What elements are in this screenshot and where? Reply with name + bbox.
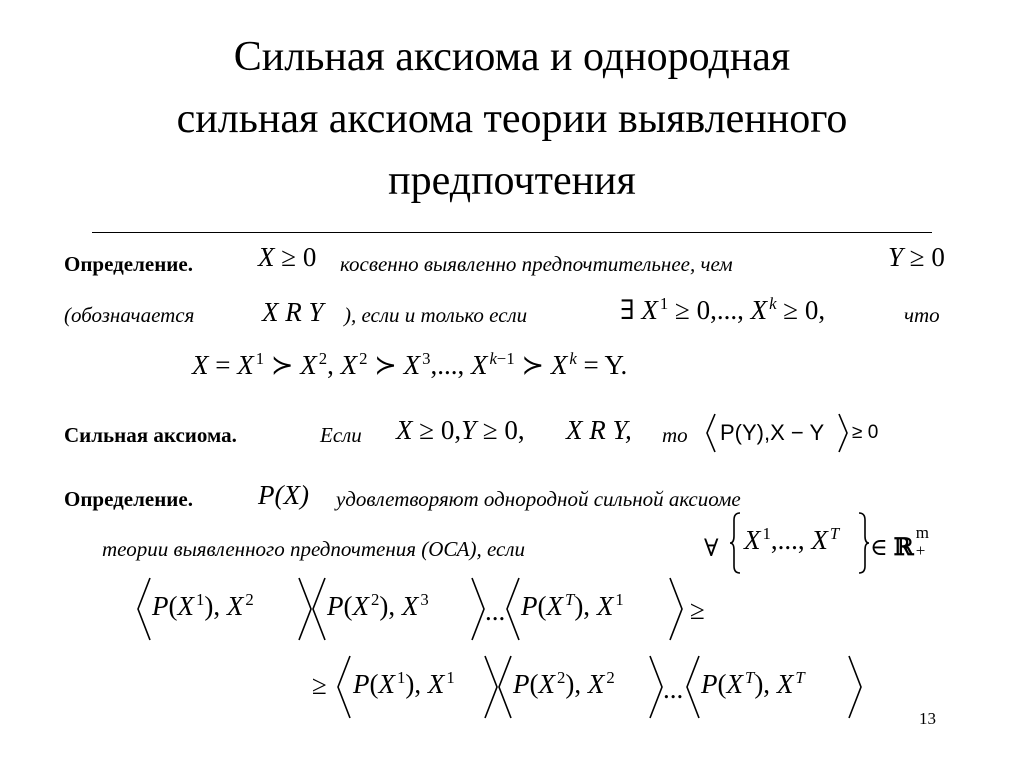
f1-angle-2-right: [471, 578, 485, 640]
f1-angle-1-right: [298, 578, 312, 640]
def1-text4: что: [904, 303, 940, 327]
f1-angle-3-right: [669, 578, 683, 640]
f1-ellipsis: ...: [485, 596, 506, 626]
def1-chain: ∃ X $^1$ ≥ 0,..., X $^k$ ≥ 0,: [620, 293, 826, 325]
def1-label: Определение.: [64, 252, 193, 276]
title-line-1: Сильная аксиома и однородная: [233, 34, 791, 80]
axiom-inner: P(Y),X − Y: [720, 420, 825, 445]
f2-term-2: P(X $^2$), X $^2$: [513, 667, 615, 699]
set-right-brace: [858, 512, 870, 574]
f1-term-1: P(X $^1$), X $^2$: [152, 589, 254, 621]
def2-text2: теории выявленного предпочтения (ОСА), если: [102, 537, 525, 561]
def2-text1: удовлетворяют однородной сильной аксиоме: [336, 487, 741, 511]
f2-term-1: P(X $^1$), X $^1$: [353, 667, 455, 699]
f2-angle-2-right: [649, 656, 663, 718]
f1-term-3: P(X $^T$), X $^1$: [521, 589, 624, 621]
def2-in-space: ∈ ℝ m +: [870, 523, 929, 561]
axiom-relation: X R Y,: [566, 415, 632, 445]
f2-angle-2-left: [498, 656, 512, 718]
axiom-left-angle: [706, 414, 716, 452]
def1-formula: X = X $^1$ ≻ X $^2$, X $^2$ ≻ X $^3$,..., X $^{k-1}$ ≻ X $^k$ = Y.: [192, 348, 628, 380]
f2-angle-3-left: [686, 656, 700, 718]
def2-forall: ∀: [704, 536, 719, 562]
f1-angle-3-left: [506, 578, 520, 640]
axiom-cond: X ≥ 0,Y ≥ 0,: [396, 415, 525, 445]
page-number: 13: [919, 709, 936, 728]
f1-angle-2-left: [312, 578, 326, 640]
axiom-text2: то: [662, 423, 688, 447]
f2-ge: ≥: [312, 670, 327, 700]
def1-text3: ), если и только если: [344, 303, 528, 327]
def1-cond-y: Y ≥ 0: [888, 242, 945, 272]
title-line-3: предпочтения: [388, 158, 636, 204]
def1-text2: (обозначается: [64, 303, 195, 327]
f2-angle-1-left: [337, 656, 351, 718]
def2-label: Определение.: [64, 487, 193, 511]
title-line-2: сильная аксиома теории выявленного: [176, 96, 848, 142]
def1-cond-x: X ≥ 0: [258, 242, 317, 272]
f2-angle-1-right: [484, 656, 498, 718]
slide-title: [0, 26, 1024, 212]
def1-relation: X R Y: [262, 297, 324, 327]
title-underline: [92, 232, 932, 233]
f2-term-3: P(X $^T$), X $^T$: [701, 667, 805, 699]
f1-angle-1-left: [137, 578, 151, 640]
f1-ge: ≥: [690, 595, 705, 625]
def2-px: P(X): [258, 480, 309, 510]
axiom-ge-zero: ≥ 0: [852, 422, 879, 443]
f1-term-2: P(X $^2$), X $^3$: [327, 589, 429, 621]
f2-angle-3-right: [848, 656, 862, 718]
def2-set: X $^1$,..., X $^T$: [744, 523, 840, 555]
axiom-label: Сильная аксиома.: [64, 423, 237, 447]
axiom-right-angle: [838, 414, 848, 452]
axiom-text1: Если: [320, 423, 362, 447]
def1-text1: косвенно выявленно предпочтительнее, чем: [340, 252, 733, 276]
f2-ellipsis: ...: [663, 674, 684, 704]
set-left-brace: [729, 512, 741, 574]
